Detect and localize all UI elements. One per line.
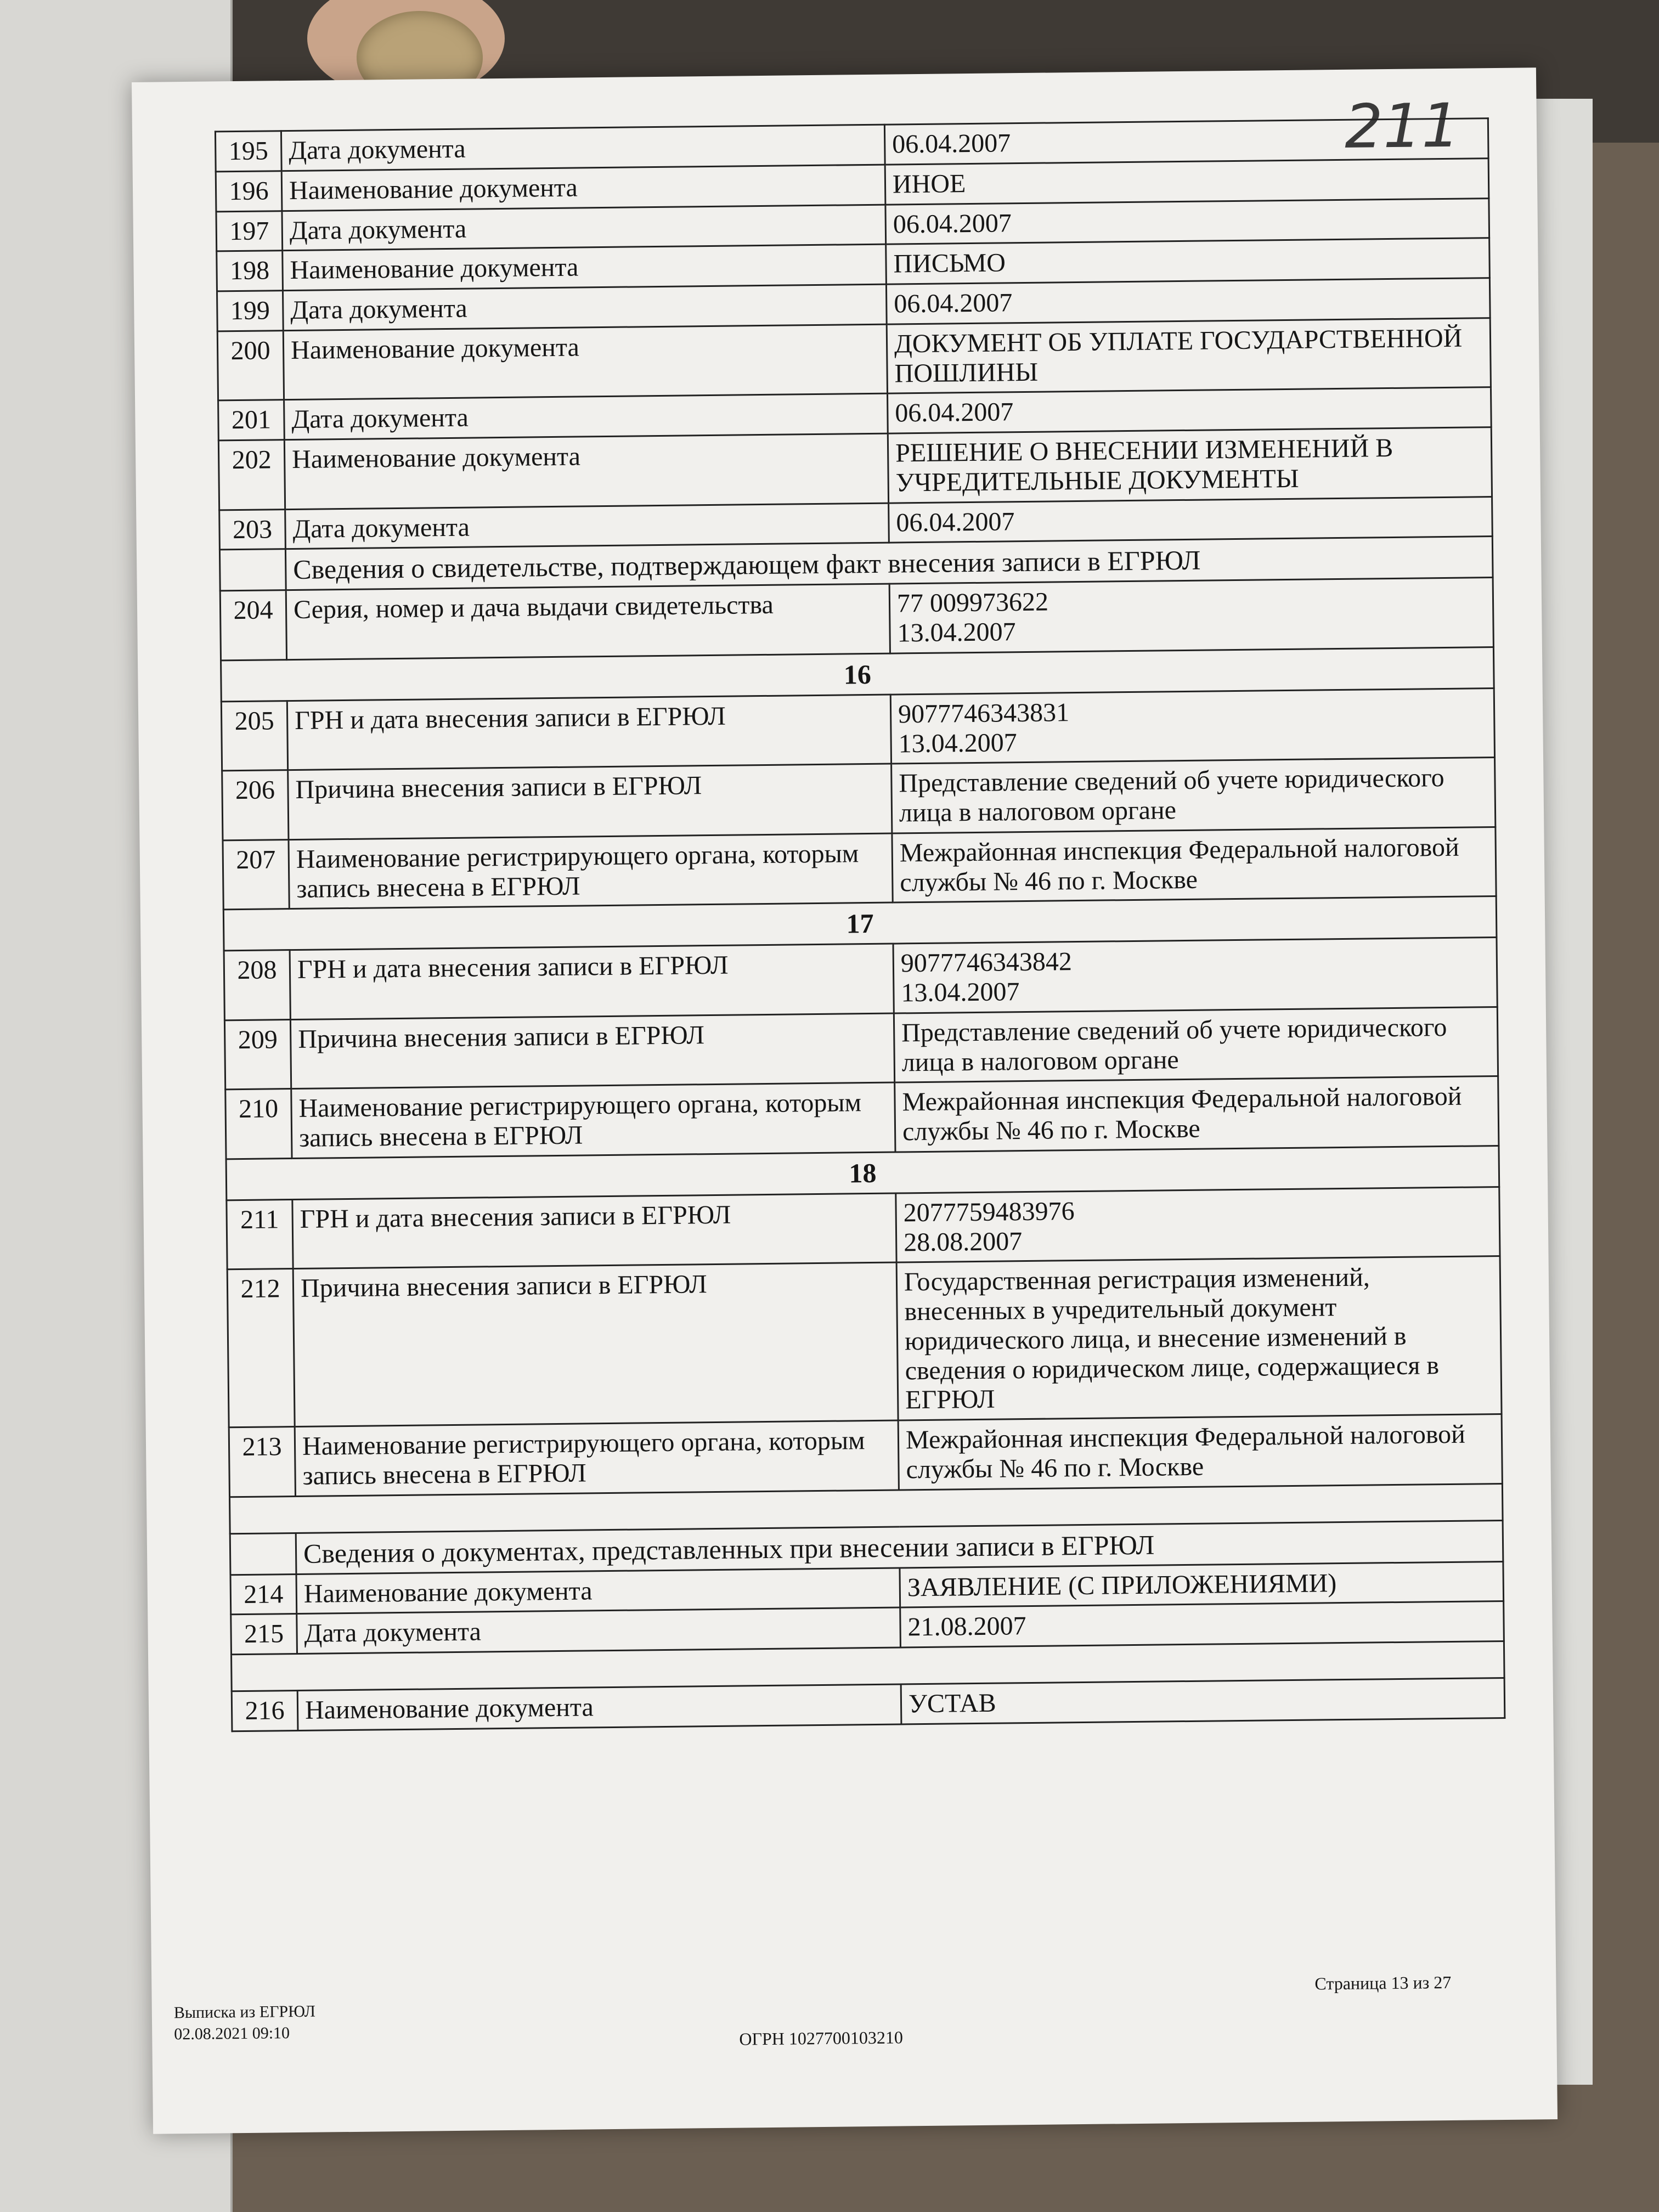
row-value: 77 009973622 13.04.2007 [889,578,1493,653]
handwritten-page-number: 211 [1344,90,1460,162]
row-number: 202 [218,440,285,510]
row-label: ГРН и дата внесения записи в ЕГРЮЛ [290,944,894,1019]
row-value: 06.04.2007 [885,198,1489,244]
row-number: 207 [223,839,289,910]
row-label: Серия, номер и дача выдачи свидетельства [286,584,890,659]
row-label: Дата документа [283,284,887,330]
row-value: РЕШЕНИЕ О ВНЕСЕНИИ ИЗМЕНЕНИЙ В УЧРЕДИТЕЛЬНЫЕ ДОКУМЕНТЫ [888,427,1492,503]
row-number: 215 [231,1614,297,1655]
row-label: Наименование регистрирующего органа, которым запись внесена в ЕГРЮЛ [291,1082,895,1158]
row-label: Наименование документа [297,1684,901,1730]
section-header: Сведения о свидетельстве, подтверждающем факт внесения записи в ЕГРЮЛ [285,537,1493,590]
row-label: Причина внесения записи в ЕГРЮЛ [288,764,892,839]
section-header: Сведения о документах, представленных при внесении записи в ЕГРЮЛ [296,1520,1503,1574]
section-number: 17 [223,896,1497,951]
footer-page-counter: Страница 13 из 27 [1314,1972,1452,1994]
row-value: Представление сведений об учете юридического лица в налоговом органе [894,1007,1498,1082]
table-row [222,758,1496,840]
section-number: 18 [226,1146,1499,1200]
row-number: 209 [224,1019,291,1090]
row-label: ГРН и дата внесения записи в ЕГРЮЛ [287,695,891,770]
row-label: Наименование регистрирующего органа, которым запись внесена в ЕГРЮЛ [289,833,893,909]
row-value: Представление сведений об учете юридического лица в налоговом органе [891,758,1496,833]
row-label: Наименование документа [284,433,888,509]
row-label: Дата документа [297,1607,901,1654]
row-label: Причина внесения записи в ЕГРЮЛ [290,1013,894,1089]
row-value: 06.04.2007 [888,387,1492,433]
row-label: Наименование документа [296,1567,900,1613]
table-row [221,688,1494,771]
table-row [227,1256,1502,1427]
row-label: Дата документа [281,125,885,171]
row-value: 21.08.2007 [900,1601,1504,1647]
table-row [224,1007,1498,1090]
row-number: 203 [219,509,286,550]
row-label: Причина внесения записи в ЕГРЮЛ [293,1262,898,1426]
row-value: ИНОЕ [885,158,1489,204]
row-number: 198 [217,251,283,291]
row-label: ГРН и дата внесения записи в ЕГРЮЛ [292,1193,896,1269]
table-row [229,1414,1502,1497]
row-number: 199 [217,291,283,331]
row-number: 200 [217,330,284,400]
row-label: Дата документа [284,393,888,439]
row-value: Межрайонная инспекция Федеральной налоговой службы № 46 по г. Москве [892,827,1496,902]
row-value: 06.04.2007 [889,496,1493,543]
table-row [225,1076,1499,1159]
row-value: Государственная регистрация изменений, внесенных в учредительный документ юридического лица, и внесение изменений в сведения о юридическом лице, содержащиеся в ЕГРЮЛ [896,1256,1502,1420]
row-value: ПИСЬМО [886,238,1490,284]
row-number: 216 [232,1690,298,1731]
row-number: 214 [230,1574,297,1615]
row-value: ЗАЯВЛЕНИЕ (С ПРИЛОЖЕНИЯМИ) [900,1561,1504,1607]
row-number: 212 [227,1269,295,1427]
header-empty-cell [230,1533,296,1575]
footer-extract-title: Выписка из ЕГРЮЛ [173,2002,315,2022]
table-row [224,938,1497,1020]
row-number: 195 [215,131,281,172]
row-value: 06.04.2007 [886,278,1490,324]
row-value: УСТАВ [901,1678,1505,1724]
row-value: ДОКУМЕНТ ОБ УПЛАТЕ ГОСУДАРСТВЕННОЙ ПОШЛИНЫ [887,318,1491,393]
row-number: 205 [221,701,287,771]
row-number: 210 [225,1089,292,1159]
row-number: 213 [229,1427,295,1497]
row-label: Наименование документа [283,244,887,290]
row-number: 201 [218,400,285,441]
footer-extract-info [174,2001,316,2045]
row-label: Наименование документа [283,324,887,400]
row-label: Наименование регистрирующего органа, которым запись внесена в ЕГРЮЛ [295,1420,899,1496]
row-value: 9077746343842 13.04.2007 [893,938,1497,1013]
row-value: Межрайонная инспекция Федеральной налоговой службы № 46 по г. Москве [895,1076,1499,1152]
document-page [132,67,1558,2134]
row-value: 06.04.2007 [884,119,1488,165]
row-number: 197 [216,211,283,251]
row-value: 9077746343831 13.04.2007 [890,688,1494,764]
footer-extract-date: 02.08.2021 09:10 [174,2024,290,2044]
header-empty-cell [219,549,286,591]
row-number: 204 [220,590,286,661]
egrul-extract-table [215,117,1505,1732]
row-value: Межрайонная инспекция Федеральной налоговой службы № 46 по г. Москве [898,1414,1502,1489]
row-number: 196 [216,171,282,211]
table-row [217,318,1491,400]
table-row [223,827,1496,910]
table-row [227,1187,1500,1269]
row-label: Наименование документа [281,165,885,211]
row-value: 2077759483976 28.08.2007 [896,1187,1500,1262]
row-number: 208 [224,950,290,1020]
row-number: 206 [222,770,289,840]
row-label: Дата документа [282,205,886,251]
table-row [218,427,1492,510]
row-number: 211 [227,1199,293,1269]
table-row [220,578,1493,661]
footer-ogrn: ОГРН 1027700103210 [739,2027,904,2049]
row-label: Дата документа [285,503,889,549]
section-number: 16 [221,647,1494,701]
